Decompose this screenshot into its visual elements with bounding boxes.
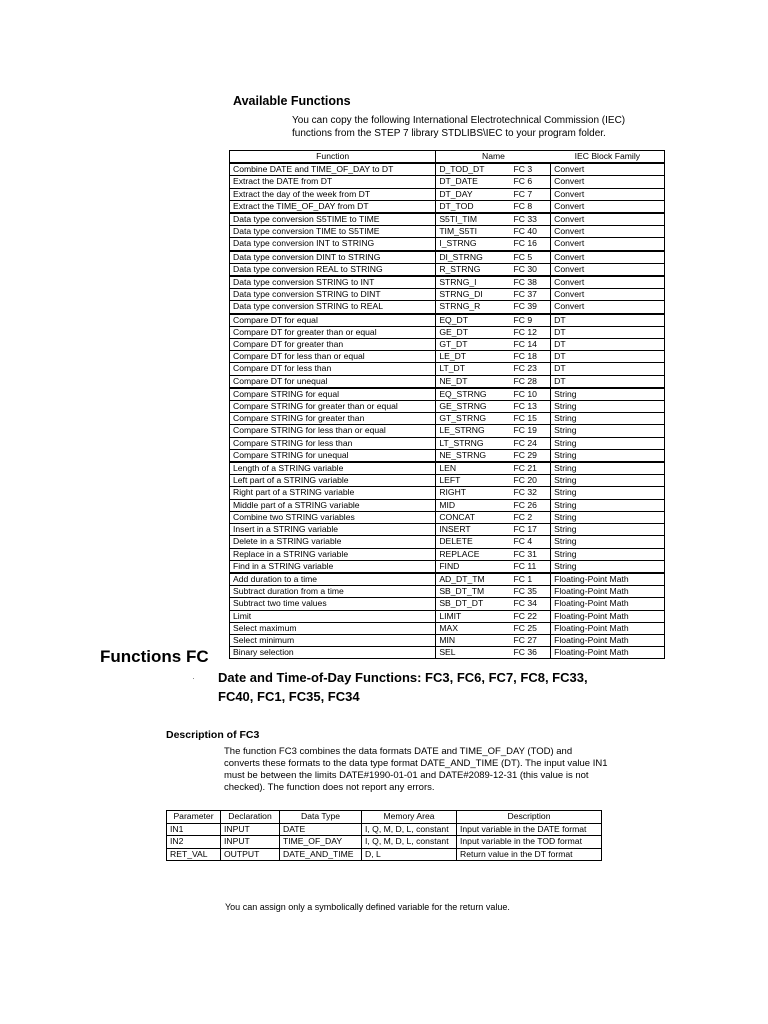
name-cell: STRNG_R [436, 301, 511, 314]
table-row [230, 598, 665, 610]
iec-family-cell: Convert [551, 200, 665, 213]
table-row [230, 363, 665, 375]
table-row [230, 647, 665, 659]
memory-area-cell: D, L [362, 848, 457, 861]
table-row [230, 176, 665, 188]
fc-number-cell: FC 1 [511, 573, 551, 586]
table-row [230, 251, 665, 264]
name-cell: NE_STRNG [436, 449, 511, 462]
name-cell: LT_STRNG [436, 437, 511, 449]
iec-family-cell: Convert [551, 263, 665, 276]
name-cell: D_TOD_DT [436, 163, 511, 176]
function-cell: Right part of a STRING variable [230, 487, 436, 499]
function-cell: Compare DT for unequal [230, 375, 436, 388]
function-cell: Binary selection [230, 647, 436, 659]
fc-number-cell: FC 31 [511, 548, 551, 560]
header-function: Function [230, 151, 436, 164]
fc-number-cell: FC 21 [511, 462, 551, 475]
function-cell: Data type conversion INT to STRING [230, 238, 436, 251]
description-cell: Return value in the DT format [457, 848, 602, 861]
iec-family-cell: String [551, 449, 665, 462]
function-cell: Data type conversion S5TIME to TIME [230, 213, 436, 226]
bullet-mark: · [192, 673, 195, 683]
function-cell: Limit [230, 610, 436, 622]
fc-number-cell: FC 14 [511, 339, 551, 351]
table-row [230, 163, 665, 176]
table-row [230, 586, 665, 598]
name-cell: LIMIT [436, 610, 511, 622]
description-cell: Input variable in the TOD format [457, 836, 602, 849]
function-cell: Delete in a STRING variable [230, 536, 436, 548]
name-cell: LEN [436, 462, 511, 475]
table-row [230, 413, 665, 425]
function-cell: Data type conversion STRING to INT [230, 276, 436, 289]
header-data-type: Data Type [280, 811, 362, 824]
table-row [230, 213, 665, 226]
fc-number-cell: FC 5 [511, 251, 551, 264]
fc-number-cell: FC 24 [511, 437, 551, 449]
name-cell: DT_DAY [436, 188, 511, 200]
function-cell: Insert in a STRING variable [230, 524, 436, 536]
fc-number-cell: FC 32 [511, 487, 551, 499]
section-title: Available Functions [233, 94, 351, 108]
function-cell: Data type conversion STRING to DINT [230, 289, 436, 301]
function-cell: Data type conversion STRING to REAL [230, 301, 436, 314]
data-type-cell: TIME_OF_DAY [280, 836, 362, 849]
iec-family-cell: String [551, 475, 665, 487]
table-row [230, 573, 665, 586]
fc-number-cell: FC 30 [511, 263, 551, 276]
table-row [230, 437, 665, 449]
fc-number-cell: FC 29 [511, 449, 551, 462]
function-cell: Compare DT for less than or equal [230, 351, 436, 363]
iec-family-cell: String [551, 524, 665, 536]
name-cell: TIM_S5TI [436, 226, 511, 238]
function-cell: Combine two STRING variables [230, 511, 436, 523]
fc-number-cell: FC 17 [511, 524, 551, 536]
name-cell: SEL [436, 647, 511, 659]
fc-number-cell: FC 25 [511, 622, 551, 634]
table-row [167, 823, 602, 836]
name-cell: DT_DATE [436, 176, 511, 188]
parameter-cell: IN2 [167, 836, 221, 849]
table-row [230, 326, 665, 338]
name-cell: NE_DT [436, 375, 511, 388]
table-row [230, 524, 665, 536]
function-cell: Compare STRING for greater than [230, 413, 436, 425]
name-cell: I_STRNG [436, 238, 511, 251]
name-cell: MAX [436, 622, 511, 634]
name-cell: EQ_DT [436, 314, 511, 327]
header-parameter: Parameter [167, 811, 221, 824]
iec-family-cell: Floating-Point Math [551, 647, 665, 659]
fc-number-cell: FC 33 [511, 213, 551, 226]
table-row [167, 836, 602, 849]
iec-family-cell: String [551, 388, 665, 401]
function-cell: Compare STRING for less than [230, 437, 436, 449]
table-row [230, 622, 665, 634]
fc-number-cell: FC 35 [511, 586, 551, 598]
table-row [230, 200, 665, 213]
iec-family-cell: Convert [551, 238, 665, 251]
table-row [230, 499, 665, 511]
declaration-cell: INPUT [221, 823, 280, 836]
iec-family-cell: String [551, 499, 665, 511]
name-cell: RIGHT [436, 487, 511, 499]
iec-family-cell: String [551, 425, 665, 437]
name-cell: DI_STRNG [436, 251, 511, 264]
table-row [230, 425, 665, 437]
function-cell: Data type conversion TIME to S5TIME [230, 226, 436, 238]
name-cell: LEFT [436, 475, 511, 487]
table-row [230, 548, 665, 560]
fc-number-cell: FC 16 [511, 238, 551, 251]
function-cell: Select maximum [230, 622, 436, 634]
fc-number-cell: FC 3 [511, 163, 551, 176]
table-row [230, 634, 665, 646]
function-cell: Middle part of a STRING variable [230, 499, 436, 511]
iec-family-cell: String [551, 536, 665, 548]
table-row [230, 388, 665, 401]
table-row [230, 289, 665, 301]
fc-number-cell: FC 8 [511, 200, 551, 213]
function-cell: Subtract two time values [230, 598, 436, 610]
data-type-cell: DATE [280, 823, 362, 836]
name-cell: LT_DT [436, 363, 511, 375]
fc-number-cell: FC 39 [511, 301, 551, 314]
iec-family-cell: Convert [551, 301, 665, 314]
iec-family-cell: Floating-Point Math [551, 622, 665, 634]
intro-paragraph: You can copy the following International Electrotechnical Commission (IEC) functions from the STEP 7 library STDLIBS\IEC to your program folder. [292, 115, 626, 139]
table-row [230, 462, 665, 475]
iec-family-cell: DT [551, 326, 665, 338]
header-name: Name [436, 151, 551, 164]
function-cell: Length of a STRING variable [230, 462, 436, 475]
function-cell: Compare STRING for unequal [230, 449, 436, 462]
memory-area-cell: I, Q, M, D, L, constant [362, 823, 457, 836]
fc-number-cell: FC 27 [511, 634, 551, 646]
function-cell: Data type conversion REAL to STRING [230, 263, 436, 276]
function-cell: Extract the DATE from DT [230, 176, 436, 188]
function-cell: Compare DT for greater than or equal [230, 326, 436, 338]
table-row [230, 511, 665, 523]
fc-number-cell: FC 34 [511, 598, 551, 610]
iec-family-cell: Convert [551, 176, 665, 188]
fc-number-cell: FC 22 [511, 610, 551, 622]
function-cell: Extract the TIME_OF_DAY from DT [230, 200, 436, 213]
memory-area-cell: I, Q, M, D, L, constant [362, 836, 457, 849]
name-cell: STRNG_I [436, 276, 511, 289]
function-cell: Combine DATE and TIME_OF_DAY to DT [230, 163, 436, 176]
function-cell: Compare DT for equal [230, 314, 436, 327]
iec-family-cell: String [551, 462, 665, 475]
name-cell: S5TI_TIM [436, 213, 511, 226]
iec-family-cell: String [551, 413, 665, 425]
iec-family-cell: String [551, 487, 665, 499]
name-cell: AD_DT_TM [436, 573, 511, 586]
fc-number-cell: FC 12 [511, 326, 551, 338]
table-row [230, 610, 665, 622]
declaration-cell: OUTPUT [221, 848, 280, 861]
function-cell: Compare DT for greater than [230, 339, 436, 351]
table-row [230, 375, 665, 388]
fc-number-cell: FC 10 [511, 388, 551, 401]
iec-family-cell: Convert [551, 188, 665, 200]
fc-number-cell: FC 19 [511, 425, 551, 437]
iec-family-cell: String [551, 548, 665, 560]
name-cell: GE_DT [436, 326, 511, 338]
function-cell: Select minimum [230, 634, 436, 646]
function-cell: Replace in a STRING variable [230, 548, 436, 560]
name-cell: CONCAT [436, 511, 511, 523]
iec-family-cell: Convert [551, 289, 665, 301]
function-cell: Left part of a STRING variable [230, 475, 436, 487]
name-cell: MIN [436, 634, 511, 646]
table-row [230, 226, 665, 238]
parameter-table [166, 810, 602, 861]
iec-family-cell: Convert [551, 276, 665, 289]
fc-number-cell: FC 28 [511, 375, 551, 388]
description-cell: Input variable in the DATE format [457, 823, 602, 836]
fc-number-cell: FC 11 [511, 560, 551, 573]
fc-number-cell: FC 7 [511, 188, 551, 200]
fc-number-cell: FC 13 [511, 401, 551, 413]
iec-family-cell: String [551, 437, 665, 449]
table-row [230, 188, 665, 200]
fc-number-cell: FC 37 [511, 289, 551, 301]
table-row [230, 401, 665, 413]
fc-number-cell: FC 9 [511, 314, 551, 327]
fc-number-cell: FC 26 [511, 499, 551, 511]
function-cell: Extract the day of the week from DT [230, 188, 436, 200]
table-row [230, 238, 665, 251]
header-memory-area: Memory Area [362, 811, 457, 824]
name-cell: LE_DT [436, 351, 511, 363]
fc-number-cell: FC 4 [511, 536, 551, 548]
name-cell: EQ_STRNG [436, 388, 511, 401]
functions-table-header [230, 151, 665, 164]
header-description: Description [457, 811, 602, 824]
name-cell: R_STRNG [436, 263, 511, 276]
name-cell: GT_DT [436, 339, 511, 351]
iec-family-cell: Floating-Point Math [551, 586, 665, 598]
functions-fc-heading: Functions FC [100, 647, 209, 666]
iec-family-cell: Convert [551, 226, 665, 238]
table-row [230, 449, 665, 462]
iec-family-cell: DT [551, 363, 665, 375]
iec-family-cell: DT [551, 375, 665, 388]
function-cell: Compare STRING for greater than or equal [230, 401, 436, 413]
function-cell: Subtract duration from a time [230, 586, 436, 598]
iec-family-cell: Floating-Point Math [551, 610, 665, 622]
fc-number-cell: FC 2 [511, 511, 551, 523]
parameter-table-header [167, 811, 602, 824]
function-cell: Compare STRING for equal [230, 388, 436, 401]
table-row [230, 487, 665, 499]
table-row [230, 276, 665, 289]
function-cell: Compare DT for less than [230, 363, 436, 375]
name-cell: DT_TOD [436, 200, 511, 213]
iec-family-cell: DT [551, 314, 665, 327]
table-row [230, 351, 665, 363]
iec-family-cell: Convert [551, 213, 665, 226]
fc-number-cell: FC 38 [511, 276, 551, 289]
iec-family-cell: Convert [551, 163, 665, 176]
parameter-cell: RET_VAL [167, 848, 221, 861]
parameter-cell: IN1 [167, 823, 221, 836]
function-cell: Find in a STRING variable [230, 560, 436, 573]
fc-number-cell: FC 15 [511, 413, 551, 425]
fc-number-cell: FC 20 [511, 475, 551, 487]
name-cell: DELETE [436, 536, 511, 548]
name-cell: INSERT [436, 524, 511, 536]
name-cell: FIND [436, 560, 511, 573]
table-row [230, 475, 665, 487]
iec-family-cell: String [551, 560, 665, 573]
declaration-cell: INPUT [221, 836, 280, 849]
header-iec-block-family: IEC Block Family [551, 151, 665, 164]
return-value-note: You can assign only a symbolically defined variable for the return value. [225, 902, 510, 912]
name-cell: SB_DT_DT [436, 598, 511, 610]
fc-number-cell: FC 18 [511, 351, 551, 363]
function-cell: Add duration to a time [230, 573, 436, 586]
table-row [167, 848, 602, 861]
fc-number-cell: FC 36 [511, 647, 551, 659]
iec-family-cell: Convert [551, 251, 665, 264]
table-row [230, 560, 665, 573]
date-time-functions-subheading: Date and Time-of-Day Functions: FC3, FC6, FC7, FC8, FC33, FC40, FC1, FC35, FC34 [218, 670, 588, 704]
functions-table [229, 150, 665, 659]
table-row [230, 263, 665, 276]
data-type-cell: DATE_AND_TIME [280, 848, 362, 861]
iec-family-cell: Floating-Point Math [551, 573, 665, 586]
fc-number-cell: FC 6 [511, 176, 551, 188]
description-title: Description of FC3 [166, 729, 260, 741]
table-row [230, 314, 665, 327]
description-body: The function FC3 combines the data formats DATE and TIME_OF_DAY (TOD) and converts these formats to the data type format DATE_AND_TIME (DT). The input value IN1 must be between the limits DATE#1990-01-01 and DATE#2089-12-31 (this value is not checked). The function does not report any errors. [224, 746, 608, 793]
name-cell: GE_STRNG [436, 401, 511, 413]
iec-family-cell: Floating-Point Math [551, 634, 665, 646]
iec-family-cell: DT [551, 351, 665, 363]
name-cell: SB_DT_TM [436, 586, 511, 598]
name-cell: STRNG_DI [436, 289, 511, 301]
name-cell: GT_STRNG [436, 413, 511, 425]
iec-family-cell: Floating-Point Math [551, 598, 665, 610]
name-cell: REPLACE [436, 548, 511, 560]
header-declaration: Declaration [221, 811, 280, 824]
fc-number-cell: FC 40 [511, 226, 551, 238]
function-cell: Data type conversion DINT to STRING [230, 251, 436, 264]
iec-family-cell: String [551, 511, 665, 523]
fc-number-cell: FC 23 [511, 363, 551, 375]
name-cell: MID [436, 499, 511, 511]
function-cell: Compare STRING for less than or equal [230, 425, 436, 437]
name-cell: LE_STRNG [436, 425, 511, 437]
table-row [230, 339, 665, 351]
table-row [230, 536, 665, 548]
iec-family-cell: String [551, 401, 665, 413]
iec-family-cell: DT [551, 339, 665, 351]
table-row [230, 301, 665, 314]
